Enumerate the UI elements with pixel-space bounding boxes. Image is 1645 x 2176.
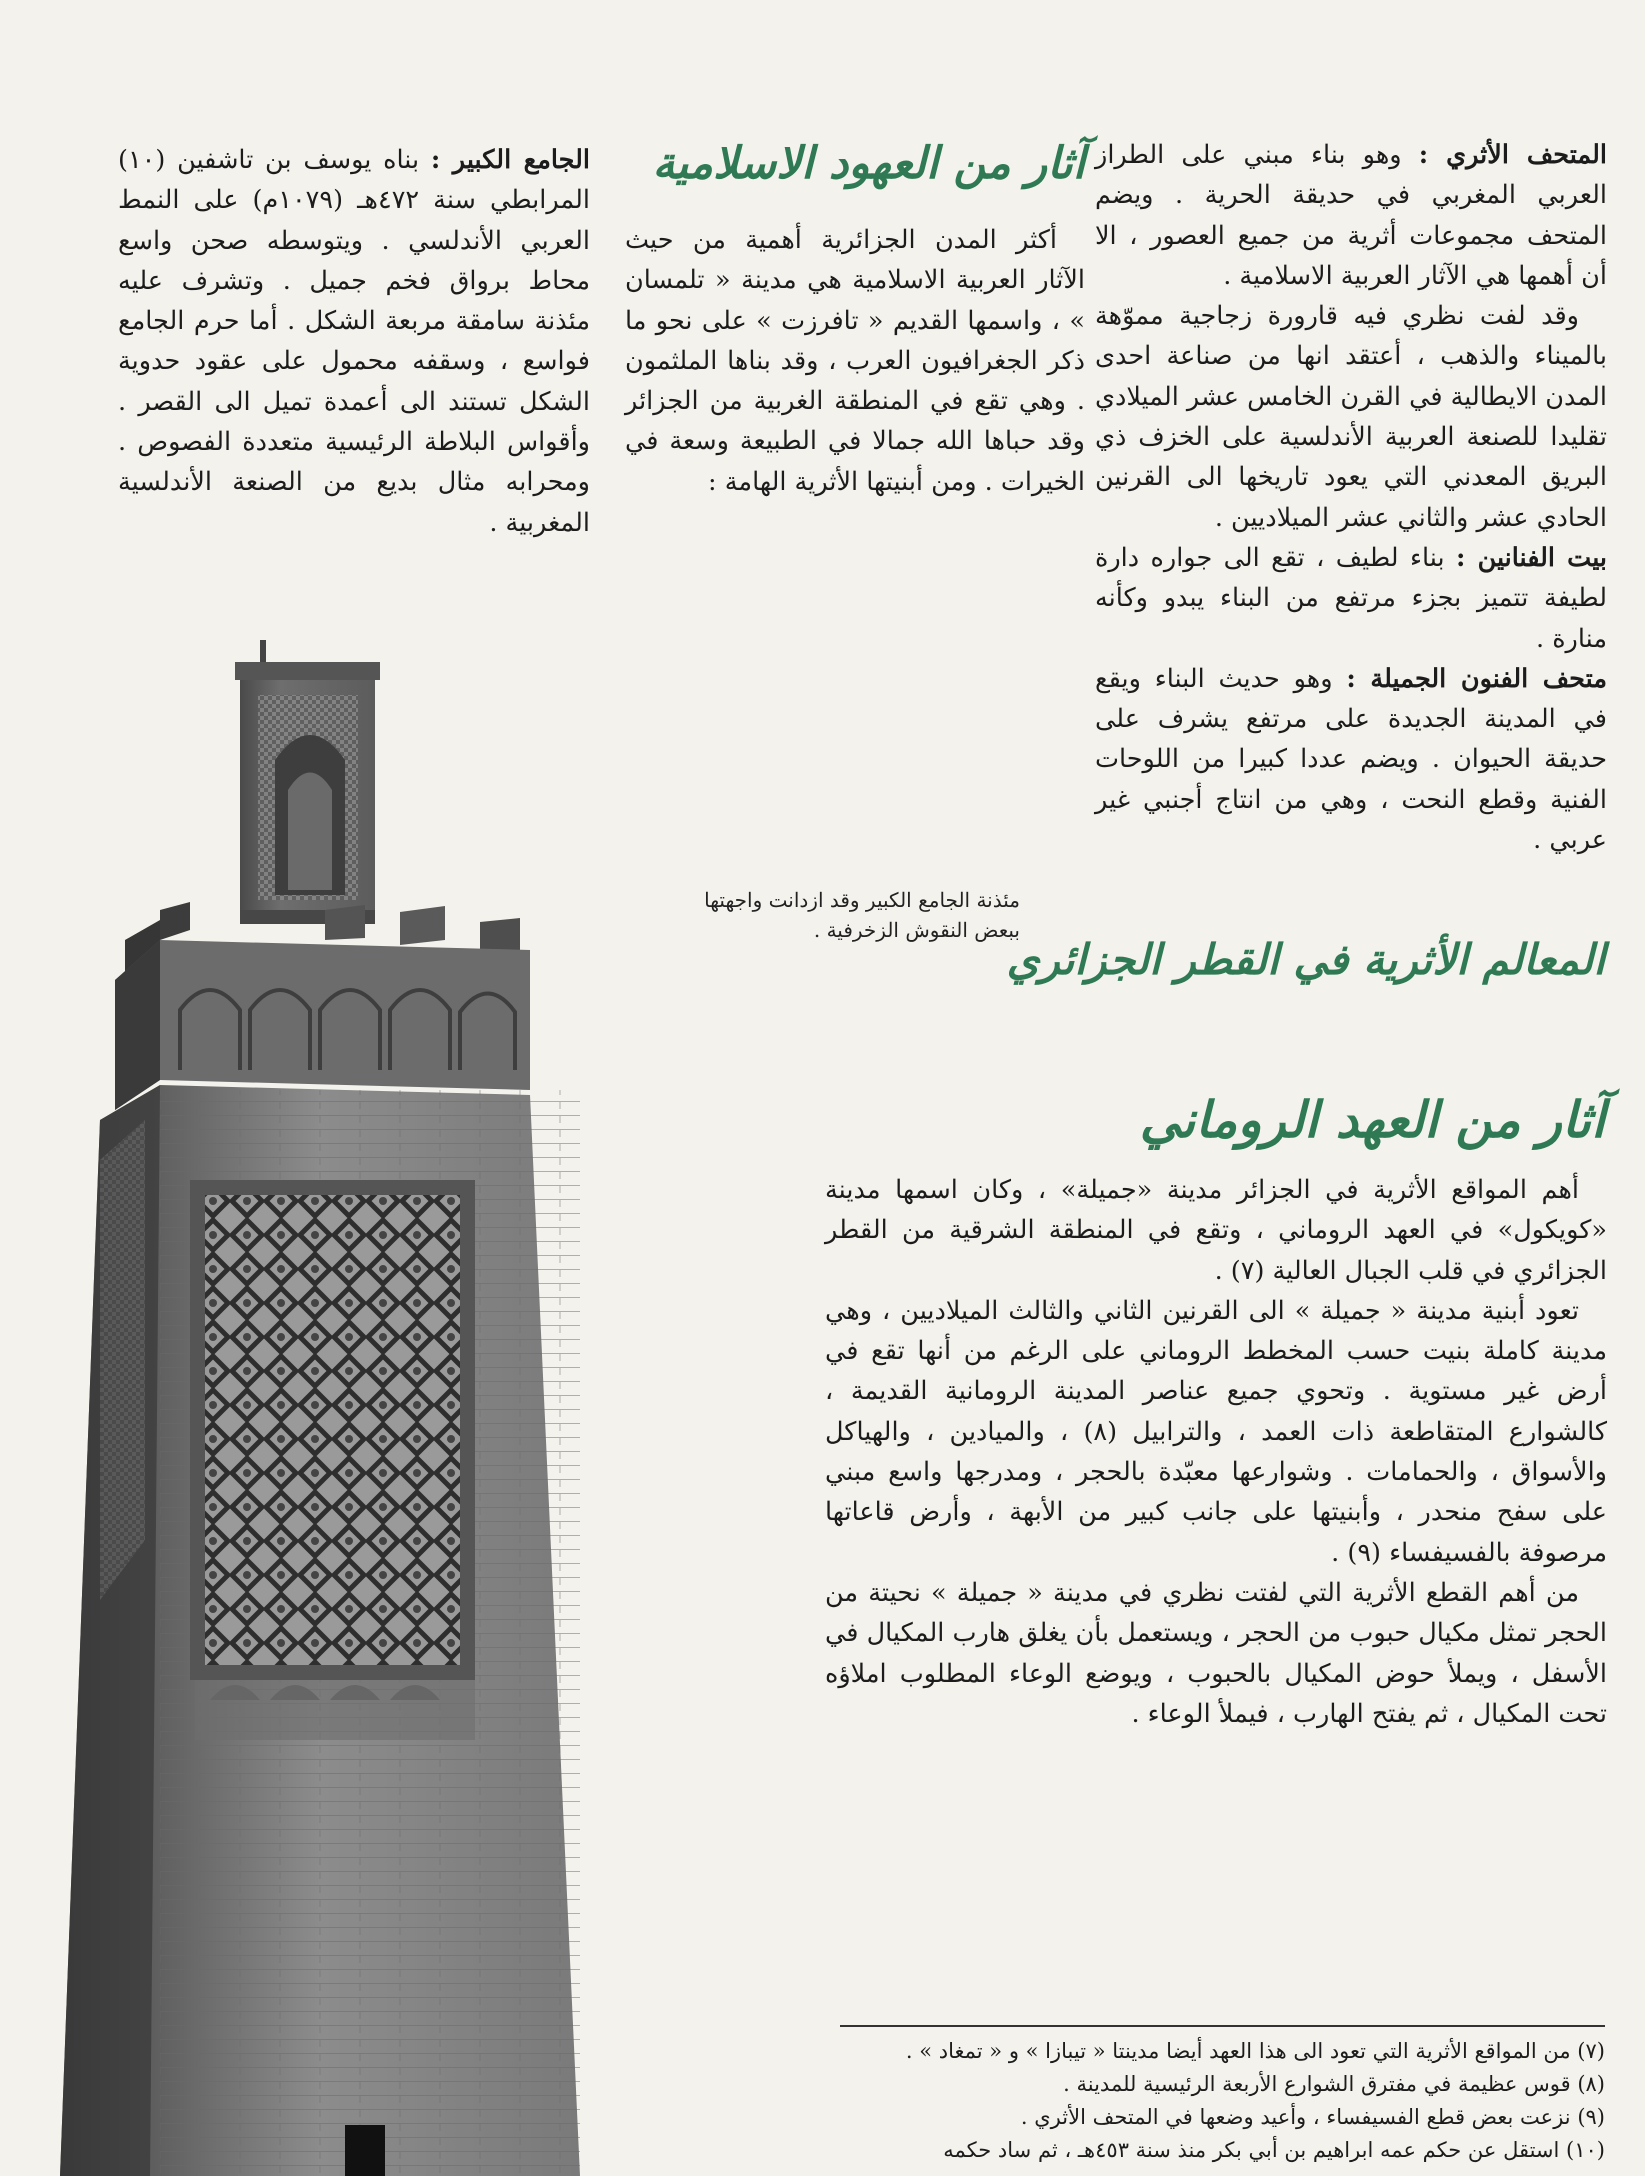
footnote-9: (٩) نزعت بعض قطع الفسيفساء ، وأعيد وضعها في المتحف الأثري . [1020,2105,1605,2129]
heading-islamic-monuments: آثار من العهود الاسلامية [652,138,1085,189]
fineart-paragraph [1095,659,1607,860]
museum-text: وهو بناء مبني على الطراز العربي المغربي في حديقة الحرية . ويضم المتحف مجموعات أثرية من جميع العصور ، الا أن أهمها هي الآثار العربية الاسلامية . [1095,140,1607,291]
middle-paragraph: أكثر المدن الجزائرية أهمية من حيث الآثار العربية الاسلامية هي مدينة « تلمسان » ، واسمها القديم « تافرزت » على نحو ما ذكر الجغرافيون العرب ، وقد بناها الملثمون . وهي تقع في المنطقة الغربية من الجزائر وقد حباها الله جمالا في الطبيعة وسعة في الخيرات . ومن أبنيتها الأثرية الهامة : [625,225,1085,497]
artists-paragraph [1095,538,1607,659]
middle-column [625,220,1085,502]
right-column [1095,135,1607,860]
minaret-photo [60,640,790,2176]
mosque-term: الجامع الكبير : [430,145,590,175]
left-column [118,140,590,543]
museum-term: المتحف الأثري : [1418,140,1607,170]
museum-paragraph [1095,135,1607,296]
vase-paragraph: وقد لفت نظري فيه قارورة زجاجية مموّهة بالميناء والذهب ، أعتقد انها من صناعة احدى المدن الايطالية في القرن الخامس عشر الميلادي تقليدا للصنعة العربية الأندلسية على الخزف ذي البريق المعدني التي يعود تاريخها الى القرنين الحادي عشر والثاني عشر الميلاديين . [1095,301,1607,533]
mosque-text: بناه يوسف بن تاشفين (١٠) المرابطي سنة ٤٧٢هـ (١٠٧٩م) على النمط العربي الأندلسي . ويتوسطه صحن واسع محاط برواق فخم جميل . وتشرف عليه مئذنة سامقة مربعة الشكل . أما حرم الجامع فواسع ، وسقفه محمول على عقود حدوية الشكل تستند الى أعمدة تميل الى القصر . وأقواس البلاطة الرئيسية متعددة الفصوص . ومحرابه مثال بديع من الصنعة الأندلسية المغربية . [118,145,590,538]
roman-section [825,1170,1607,1734]
mosque-paragraph [118,140,590,543]
roman-paragraph-3: من أهم القطع الأثرية التي لفتت نظري في مدينة « جميلة » نحيتة من الحجر تمثل مكيال حبوب من الحجر ، ويستعمل بأن يغلق هارب المكيال في الأسفل ، ويملأ حوض المكيال بالحبوب ، ويوضع الوعاء المطلوب املاؤه تحت المكيال ، ثم يفتح الهارب ، فيملأ الوعاء . [825,1577,1607,1729]
footnote-10: (١٠) استقل عن حكم عمه ابراهيم بن أبي بكر منذ سنة ٤٥٣هـ ، ثم ساد حكمه [943,2138,1605,2162]
footnote-7: (٧) من المواقع الأثرية التي تعود الى هذا العهد أيضا مدينتا « تيبازا » و « تمغاد » . [905,2039,1605,2063]
heading-algerian-monuments: المعالم الأثرية في القطر الجزائري [1006,935,1605,984]
footnotes [760,2035,1605,2176]
photo-caption: مئذنة الجامع الكبير وقد ازدانت واجهتها ببعض النقوش الزخرفية . [704,888,1020,942]
footnote-8: (٨) قوس عظيمة في مفترق الشوارع الأربعة الرئيسية للمدينة . [1063,2072,1605,2096]
fineart-term: متحف الفنون الجميلة : [1346,663,1607,694]
heading-roman-monuments: آثار من العهد الروماني [1139,1090,1605,1149]
roman-paragraph-1: أهم المواقع الأثرية في الجزائر مدينة «جميلة» ، وكان اسمها مدينة «كويكول» في العهد الروماني ، وتقع في المنطقة الشرقية من القطر الجزائري في قلب الجبال العالية (٧) . [825,1175,1607,1286]
artists-term: بيت الفنانين : [1455,542,1608,573]
roman-paragraph-2: تعود أبنية مدينة « جميلة » الى القرنين الثاني والثالث الميلاديين ، وهي مدينة كاملة بنيت حسب المخطط الروماني على الرغم من أنها تقع في أرض غير مستوية . وتحوي جميع عناصر المدينة الرومانية القديمة ، كالشوارع المتقاطعة ذات العمد ، والترابيل (٨) ، والميادين ، والهياكل والأسواق ، والحمامات . وشوارعها معبّدة بالحجر ، ومدرجها واسع مبني على سفح منحدر ، وأبنيتها على جانب كبير من الأبهة ، وأرض قاعاتها مرصوفة بالفسيفساء (٩) . [825,1295,1607,1568]
artists-text: بناء لطيف ، تقع الى جواره دارة لطيفة تتميز بجزء مرتفع من البناء يبدو وكأنه منارة . [1095,542,1607,654]
footnotes-divider [840,2025,1605,2027]
fineart-text: وهو حديث البناء ويقع في المدينة الجديدة على مرتفع يشرف على حديقة الحيوان . ويضم عددا كبيرا من اللوحات الفنية وقطع النحت ، وهي من انتاج أجنبي غير عربي . [1095,663,1607,856]
